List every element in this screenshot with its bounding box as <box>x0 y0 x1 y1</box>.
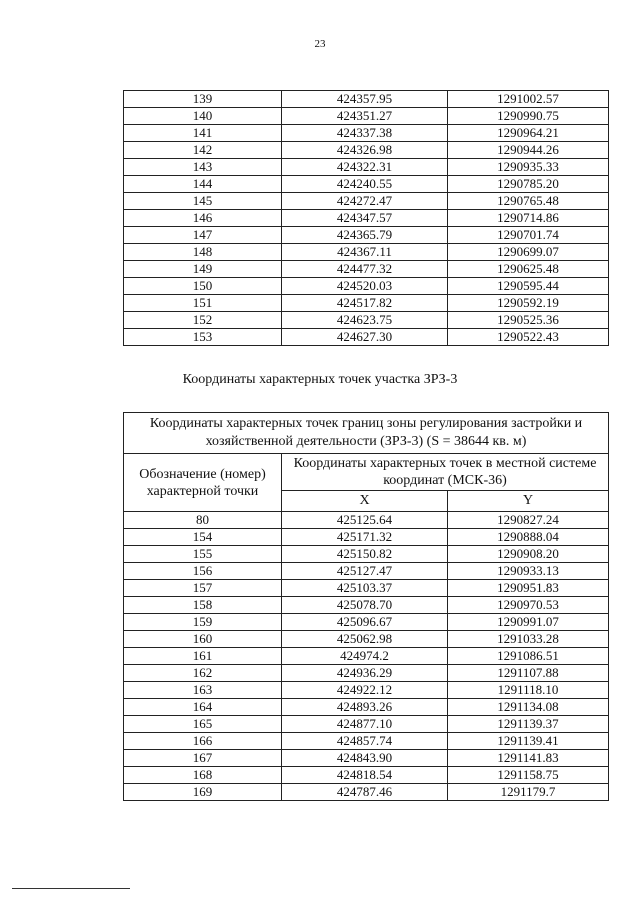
x-coordinate: 424857.74 <box>282 733 448 750</box>
x-coordinate: 425078.70 <box>282 597 448 614</box>
point-number: 155 <box>124 546 282 563</box>
x-coordinate: 424272.47 <box>282 193 448 210</box>
footnote-rule <box>12 888 130 889</box>
table-row <box>124 125 609 142</box>
y-coordinate: 1291158.75 <box>448 767 609 784</box>
x-coordinate: 425125.64 <box>282 512 448 529</box>
point-number: 147 <box>124 227 282 244</box>
x-coordinate: 425103.37 <box>282 580 448 597</box>
x-coordinate: 425171.32 <box>282 529 448 546</box>
x-coordinate: 424326.98 <box>282 142 448 159</box>
point-number: 159 <box>124 614 282 631</box>
y-coordinate: 1291179.7 <box>448 784 609 801</box>
table-row <box>124 512 609 529</box>
point-number: 168 <box>124 767 282 784</box>
x-coordinate: 424351.27 <box>282 108 448 125</box>
table-row <box>124 733 609 750</box>
table-row <box>124 580 609 597</box>
table-row <box>124 329 609 346</box>
y-coordinate: 1291107.88 <box>448 665 609 682</box>
point-number: 166 <box>124 733 282 750</box>
table-caption: Координаты характерных точек границ зоны регулирования застройки и хозяйственной деятельности (ЗРЗ-3) (S = 38644 кв. м) <box>124 413 609 454</box>
point-number: 143 <box>124 159 282 176</box>
table-row <box>124 767 609 784</box>
table-row <box>124 210 609 227</box>
y-coordinate: 1290522.43 <box>448 329 609 346</box>
x-coordinate: 425127.47 <box>282 563 448 580</box>
y-coordinate: 1291033.28 <box>448 631 609 648</box>
y-coordinate: 1290935.33 <box>448 159 609 176</box>
point-number: 139 <box>124 91 282 108</box>
y-coordinate: 1290933.13 <box>448 563 609 580</box>
x-coordinate: 424893.26 <box>282 699 448 716</box>
table-row <box>124 546 609 563</box>
table-row <box>124 108 609 125</box>
x-coordinate: 424367.11 <box>282 244 448 261</box>
point-number: 165 <box>124 716 282 733</box>
table-row <box>124 682 609 699</box>
table-row <box>124 278 609 295</box>
point-number: 156 <box>124 563 282 580</box>
point-number: 158 <box>124 597 282 614</box>
y-coordinate: 1290525.36 <box>448 312 609 329</box>
y-coordinate: 1290625.48 <box>448 261 609 278</box>
point-number: 164 <box>124 699 282 716</box>
table-row <box>124 193 609 210</box>
y-coordinate: 1290908.20 <box>448 546 609 563</box>
point-number: 149 <box>124 261 282 278</box>
point-number: 161 <box>124 648 282 665</box>
x-coordinate: 424240.55 <box>282 176 448 193</box>
table-row <box>124 244 609 261</box>
y-coordinate: 1291134.08 <box>448 699 609 716</box>
table-row <box>124 227 609 244</box>
point-number: 160 <box>124 631 282 648</box>
y-coordinate: 1290888.04 <box>448 529 609 546</box>
page-number: 23 <box>314 38 326 50</box>
point-number: 146 <box>124 210 282 227</box>
point-number: 162 <box>124 665 282 682</box>
point-number: 154 <box>124 529 282 546</box>
x-coordinate: 424787.46 <box>282 784 448 801</box>
table-row <box>124 665 609 682</box>
coordinate-system-header: Координаты характерных точек в местной системе координат (МСК-36) <box>282 454 609 491</box>
x-coordinate: 424974.2 <box>282 648 448 665</box>
y-coordinate: 1290951.83 <box>448 580 609 597</box>
x-coordinate: 425150.82 <box>282 546 448 563</box>
point-number: 151 <box>124 295 282 312</box>
table-row <box>124 614 609 631</box>
x-coordinate: 424322.31 <box>282 159 448 176</box>
point-number: 157 <box>124 580 282 597</box>
x-coordinate: 424627.30 <box>282 329 448 346</box>
section-title: Координаты характерных точек участка ЗРЗ-3 <box>182 372 458 387</box>
table-row <box>124 91 609 108</box>
point-number-header: Обозначение (номер) характерной точки <box>124 454 282 512</box>
y-header: Y <box>448 491 609 512</box>
table-row <box>124 563 609 580</box>
y-coordinate: 1290699.07 <box>448 244 609 261</box>
table-row <box>124 142 609 159</box>
point-number: 150 <box>124 278 282 295</box>
y-coordinate: 1290827.24 <box>448 512 609 529</box>
x-coordinate: 424843.90 <box>282 750 448 767</box>
x-coordinate: 424517.82 <box>282 295 448 312</box>
y-coordinate: 1291002.57 <box>448 91 609 108</box>
top-coordinates-table <box>123 90 609 346</box>
y-coordinate: 1291139.41 <box>448 733 609 750</box>
point-number: 153 <box>124 329 282 346</box>
table-row <box>124 716 609 733</box>
x-coordinate: 424365.79 <box>282 227 448 244</box>
y-coordinate: 1291141.83 <box>448 750 609 767</box>
x-coordinate: 425062.98 <box>282 631 448 648</box>
y-coordinate: 1290991.07 <box>448 614 609 631</box>
table-row <box>124 631 609 648</box>
point-number: 148 <box>124 244 282 261</box>
y-coordinate: 1290785.20 <box>448 176 609 193</box>
point-number: 152 <box>124 312 282 329</box>
point-number: 144 <box>124 176 282 193</box>
table-row <box>124 597 609 614</box>
point-number: 145 <box>124 193 282 210</box>
x-coordinate: 424347.57 <box>282 210 448 227</box>
table-row <box>124 261 609 278</box>
point-number: 140 <box>124 108 282 125</box>
table-row <box>124 312 609 329</box>
point-number: 163 <box>124 682 282 699</box>
zrz3-coordinates-table <box>123 412 609 801</box>
x-header: X <box>282 491 448 512</box>
y-coordinate: 1290990.75 <box>448 108 609 125</box>
point-number: 141 <box>124 125 282 142</box>
y-coordinate: 1290701.74 <box>448 227 609 244</box>
table-row <box>124 699 609 716</box>
x-coordinate: 424936.29 <box>282 665 448 682</box>
y-coordinate: 1291086.51 <box>448 648 609 665</box>
y-coordinate: 1291139.37 <box>448 716 609 733</box>
x-coordinate: 424520.03 <box>282 278 448 295</box>
y-coordinate: 1290970.53 <box>448 597 609 614</box>
table-row <box>124 529 609 546</box>
top-table-body <box>124 91 609 346</box>
x-coordinate: 425096.67 <box>282 614 448 631</box>
x-coordinate: 424818.54 <box>282 767 448 784</box>
y-coordinate: 1291118.10 <box>448 682 609 699</box>
header-row <box>124 454 609 491</box>
y-coordinate: 1290714.86 <box>448 210 609 227</box>
y-coordinate: 1290944.26 <box>448 142 609 159</box>
y-coordinate: 1290595.44 <box>448 278 609 295</box>
x-coordinate: 424357.95 <box>282 91 448 108</box>
y-coordinate: 1290964.21 <box>448 125 609 142</box>
x-coordinate: 424477.32 <box>282 261 448 278</box>
table-row <box>124 784 609 801</box>
point-number: 80 <box>124 512 282 529</box>
point-number: 169 <box>124 784 282 801</box>
x-coordinate: 424922.12 <box>282 682 448 699</box>
table-row <box>124 176 609 193</box>
point-number: 142 <box>124 142 282 159</box>
table-row <box>124 295 609 312</box>
x-coordinate: 424337.38 <box>282 125 448 142</box>
table-row <box>124 648 609 665</box>
x-coordinate: 424877.10 <box>282 716 448 733</box>
table-row <box>124 750 609 767</box>
y-coordinate: 1290592.19 <box>448 295 609 312</box>
x-coordinate: 424623.75 <box>282 312 448 329</box>
y-coordinate: 1290765.48 <box>448 193 609 210</box>
zrz3-table-body <box>124 512 609 801</box>
point-number: 167 <box>124 750 282 767</box>
table-row <box>124 159 609 176</box>
caption-row <box>124 413 609 454</box>
